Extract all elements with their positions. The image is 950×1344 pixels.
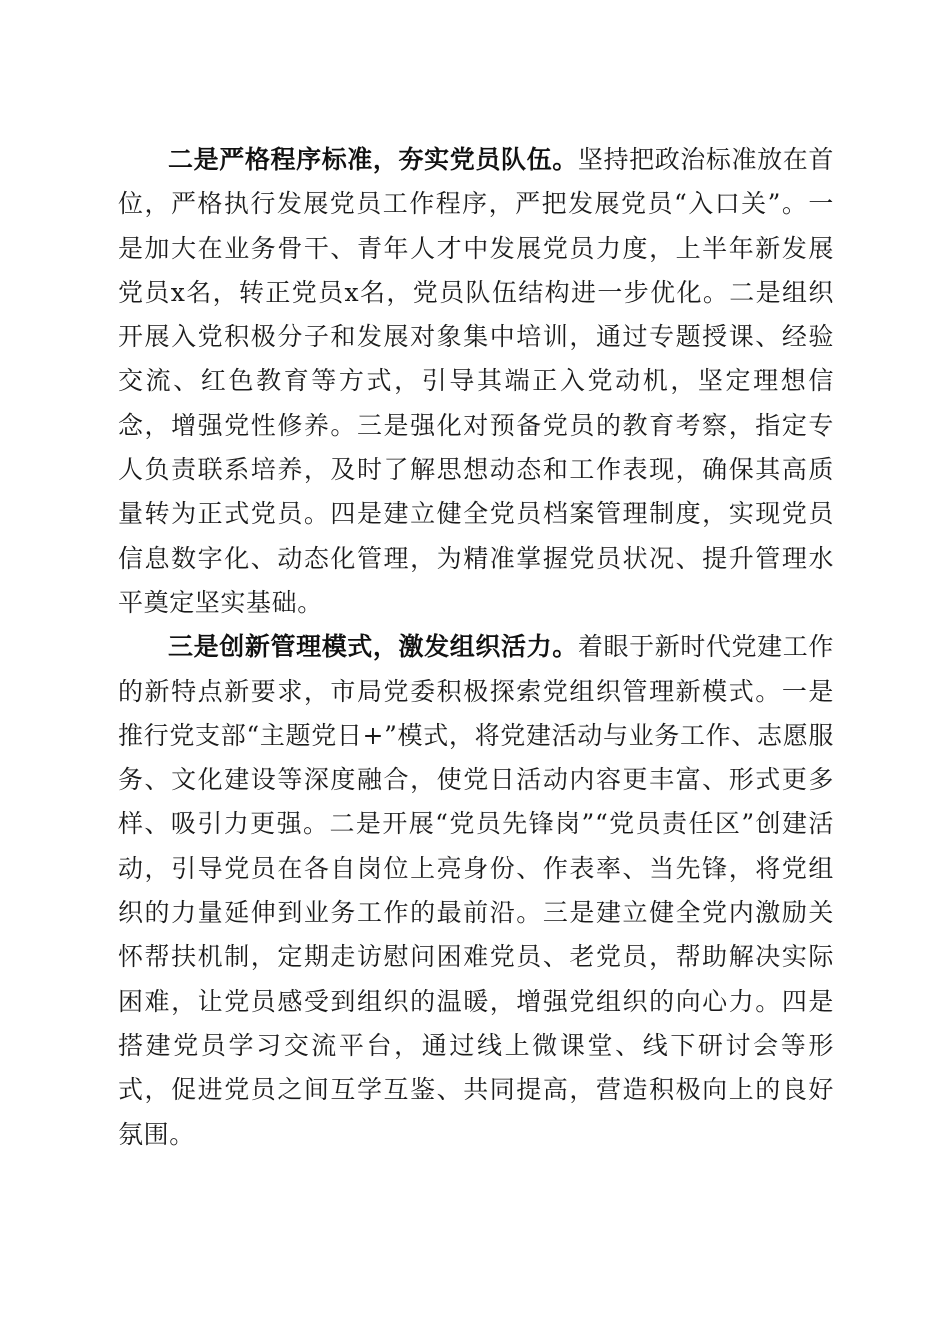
paragraph-strict-procedure xyxy=(118,138,834,625)
paragraph-text: 坚持把政治标准放在首位，严格执行发展党员工作程序，严把发展党员“入口关”。一是加大在业务骨干、青年人才中发展党员力度，上半年新发展党员x名，转正党员x名，党员队伍结构进一步优化。二是组织开展入党积极分子和发展对象集中培训，通过专题授课、经验交流、红色教育等方式，引导其端正入党动机，坚定理想信念，增强党性修养。三是强化对预备党员的教育考察，指定专人负责联系培养，及时了解思想动态和工作表现，确保其高质量转为正式党员。四是建立健全党员档案管理制度，实现党员信息数字化、动态化管理，为精准掌握党员状况、提升管理水平奠定坚实基础。 xyxy=(118,145,834,617)
paragraph-lead-heading: 三是创新管理模式，激发组织活力。 xyxy=(168,632,578,662)
paragraph-lead-heading: 二是严格程序标准，夯实党员队伍。 xyxy=(168,145,578,174)
paragraph-innovate-management xyxy=(118,625,834,1157)
paragraph-text: 着眼于新时代党建工作的新特点新要求，市局党委积极探索党组织管理新模式。一是推行党支部“主题党日+”模式，将党建活动与业务工作、志愿服务、文化建设等深度融合，使党日活动内容更丰富、形式更多样、吸引力更强。二是开展“党员先锋岗”“党员责任区”创建活动，引导党员在各自岗位上亮身份、作表率、当先锋，将党组织的力量延伸到业务工作的最前沿。三是建立健全党内激励关怀帮扶机制，定期走访慰问困难党员、老党员，帮助解决实际困难，让党员感受到组织的温暖，增强党组织的向心力。四是搭建党员学习交流平台，通过线上微课堂、线下研讨会等形式，促进党员之间互学互鉴、共同提高，营造积极向上的良好氛围。 xyxy=(118,632,834,1149)
document-body xyxy=(118,138,834,1157)
